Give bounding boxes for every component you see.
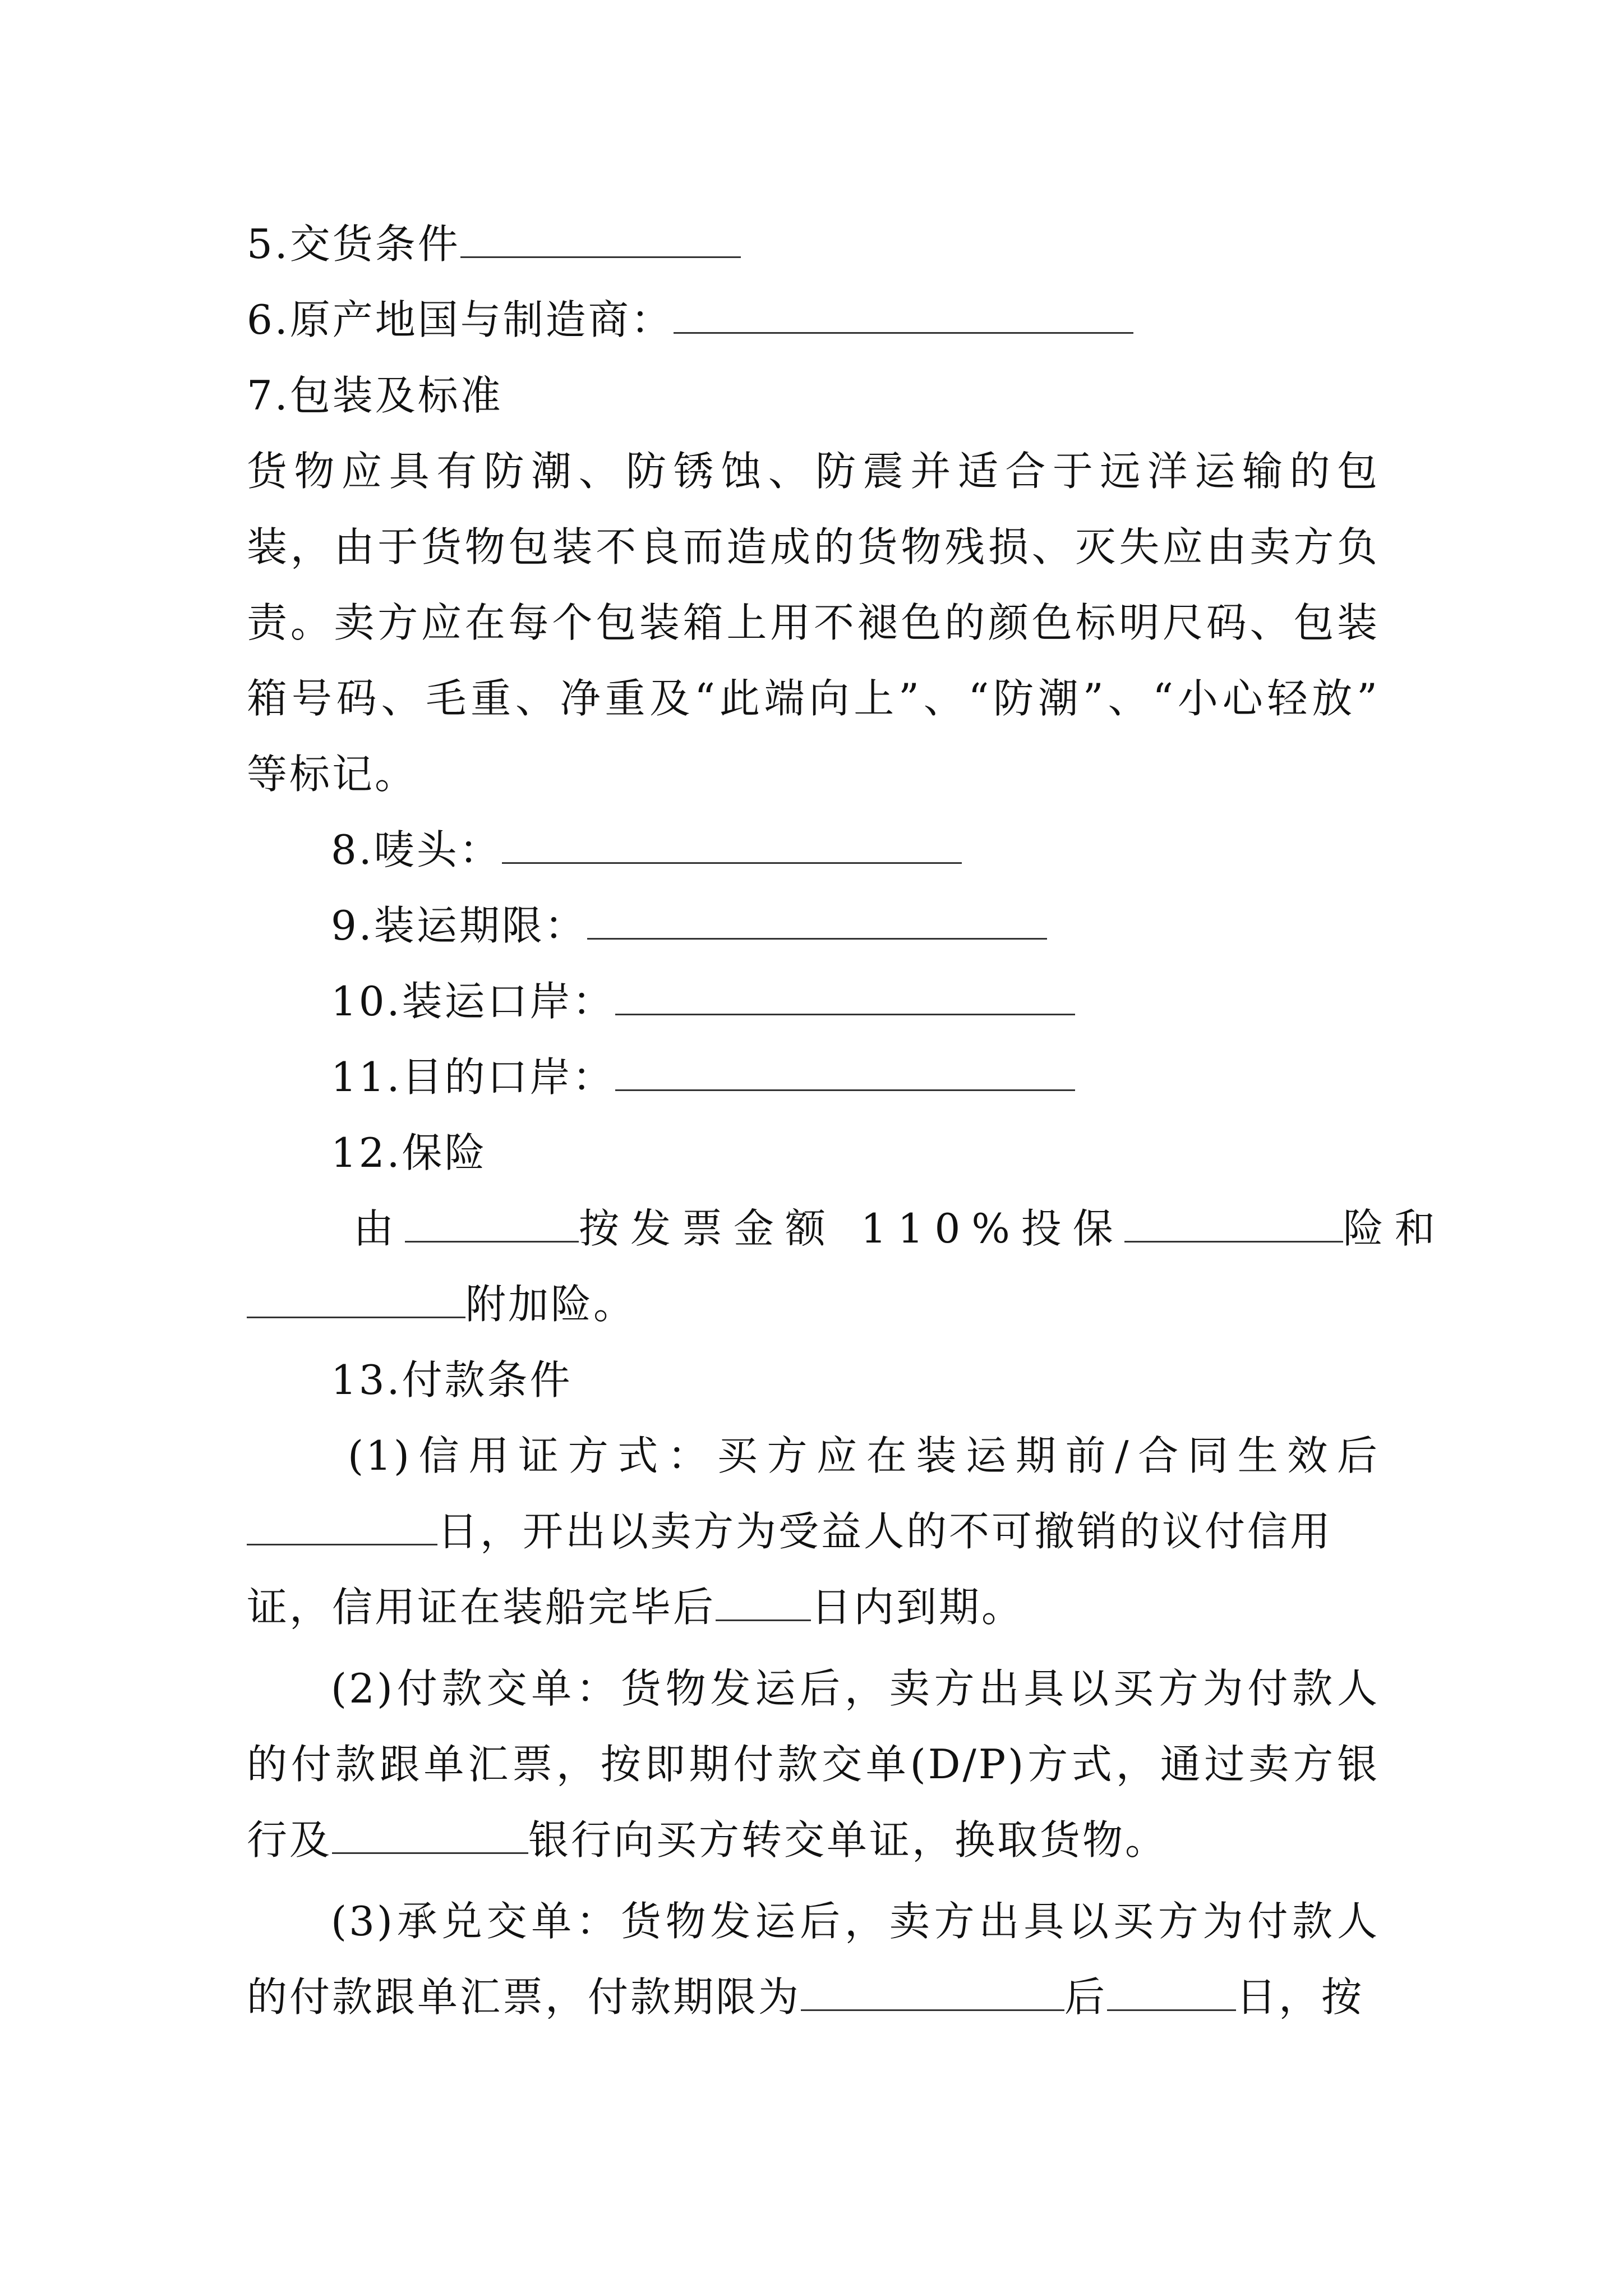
blank-field[interactable] xyxy=(716,1580,811,1621)
item-11 xyxy=(331,1049,1464,1105)
insurance-line xyxy=(353,1200,1446,1257)
insurance-text-a: 由 xyxy=(353,1205,405,1252)
insurance-line-2 xyxy=(247,1276,1380,1332)
blank-field[interactable] xyxy=(587,899,1047,940)
paragraph-line xyxy=(247,1503,1380,1559)
dp-text-c: 行及 xyxy=(247,1816,333,1864)
blank-field[interactable] xyxy=(615,1050,1075,1091)
blank-field[interactable] xyxy=(801,1970,1064,2011)
item-10 xyxy=(331,973,1464,1029)
paragraph-line: 等标记。 xyxy=(247,751,418,798)
lc-text-c: 证，信用证在装船完毕后 xyxy=(247,1584,716,1631)
blank-field[interactable] xyxy=(502,823,962,864)
item-7-heading: 7.包装及标准 xyxy=(247,372,503,419)
item-8-label: 8.唛头： xyxy=(331,826,502,873)
paragraph-line xyxy=(247,1969,1380,2025)
item-5-label: 5.交货条件 xyxy=(247,220,460,268)
item-12-heading: 12.保险 xyxy=(331,1129,487,1176)
item-5 xyxy=(247,216,1380,272)
paragraph-line: 责。卖方应在每个包装箱上用不褪色的颜色标明尺码、包装 xyxy=(247,599,1380,646)
item-11-label: 11.目的口岸： xyxy=(331,1053,615,1101)
da-text-d: 日，按 xyxy=(1236,1973,1364,2021)
paragraph-line xyxy=(247,1812,1380,1868)
paragraph-line: (2)付款交单：货物发运后，卖方出具以买方为付款人 xyxy=(331,1665,1380,1712)
blank-field[interactable] xyxy=(674,293,1133,334)
blank-field[interactable] xyxy=(247,1277,465,1318)
item-8 xyxy=(331,822,1464,878)
item-6 xyxy=(247,292,1380,348)
da-text-b: 的付款跟单汇票，付款期限为 xyxy=(247,1973,801,2021)
item-6-label: 6.原产地国与制造商： xyxy=(247,296,674,343)
blank-field[interactable] xyxy=(247,1504,437,1545)
lc-text-d: 日内到期。 xyxy=(811,1584,1025,1631)
blank-field[interactable] xyxy=(1107,1970,1236,2011)
item-10-label: 10.装运口岸： xyxy=(331,978,615,1025)
blank-field[interactable] xyxy=(332,1813,528,1854)
paragraph-line: (1)信用证方式：买方应在装运期前/合同生效后 xyxy=(348,1432,1380,1479)
paragraph-line: (3)承兑交单：货物发运后，卖方出具以买方为付款人 xyxy=(331,1898,1380,1945)
lc-text: 日，开出以卖方为受益人的不可撤销的议付信用 xyxy=(437,1508,1333,1555)
blank-field[interactable] xyxy=(615,974,1075,1015)
item-9 xyxy=(331,898,1464,954)
blank-field[interactable] xyxy=(1124,1202,1343,1243)
insurance-text-c: 险和 xyxy=(1343,1205,1446,1252)
insurance-text-b: 按发票金额 110%投保 xyxy=(579,1205,1124,1252)
paragraph-line: 箱号码、毛重、净重及“此端向上”、“防潮”、“小心轻放” xyxy=(247,675,1380,722)
dp-text-d: 银行向买方转交单证，换取货物。 xyxy=(528,1816,1168,1864)
da-text-c: 后 xyxy=(1064,1973,1108,2021)
blank-field[interactable] xyxy=(405,1202,579,1243)
blank-field[interactable] xyxy=(460,217,741,258)
paragraph-line: 货物应具有防潮、防锈蚀、防震并适合于远洋运输的包 xyxy=(247,448,1380,495)
insurance-text-d: 附加险。 xyxy=(465,1281,637,1328)
paragraph-line: 的付款跟单汇票，按即期付款交单(D/P)方式，通过卖方银 xyxy=(247,1741,1380,1788)
paragraph-line xyxy=(247,1579,1380,1635)
paragraph-line: 装，由于货物包装不良而造成的货物残损、灭失应由卖方负 xyxy=(247,523,1380,570)
item-13-heading: 13.付款条件 xyxy=(331,1356,573,1404)
item-9-label: 9.装运期限： xyxy=(331,902,587,949)
